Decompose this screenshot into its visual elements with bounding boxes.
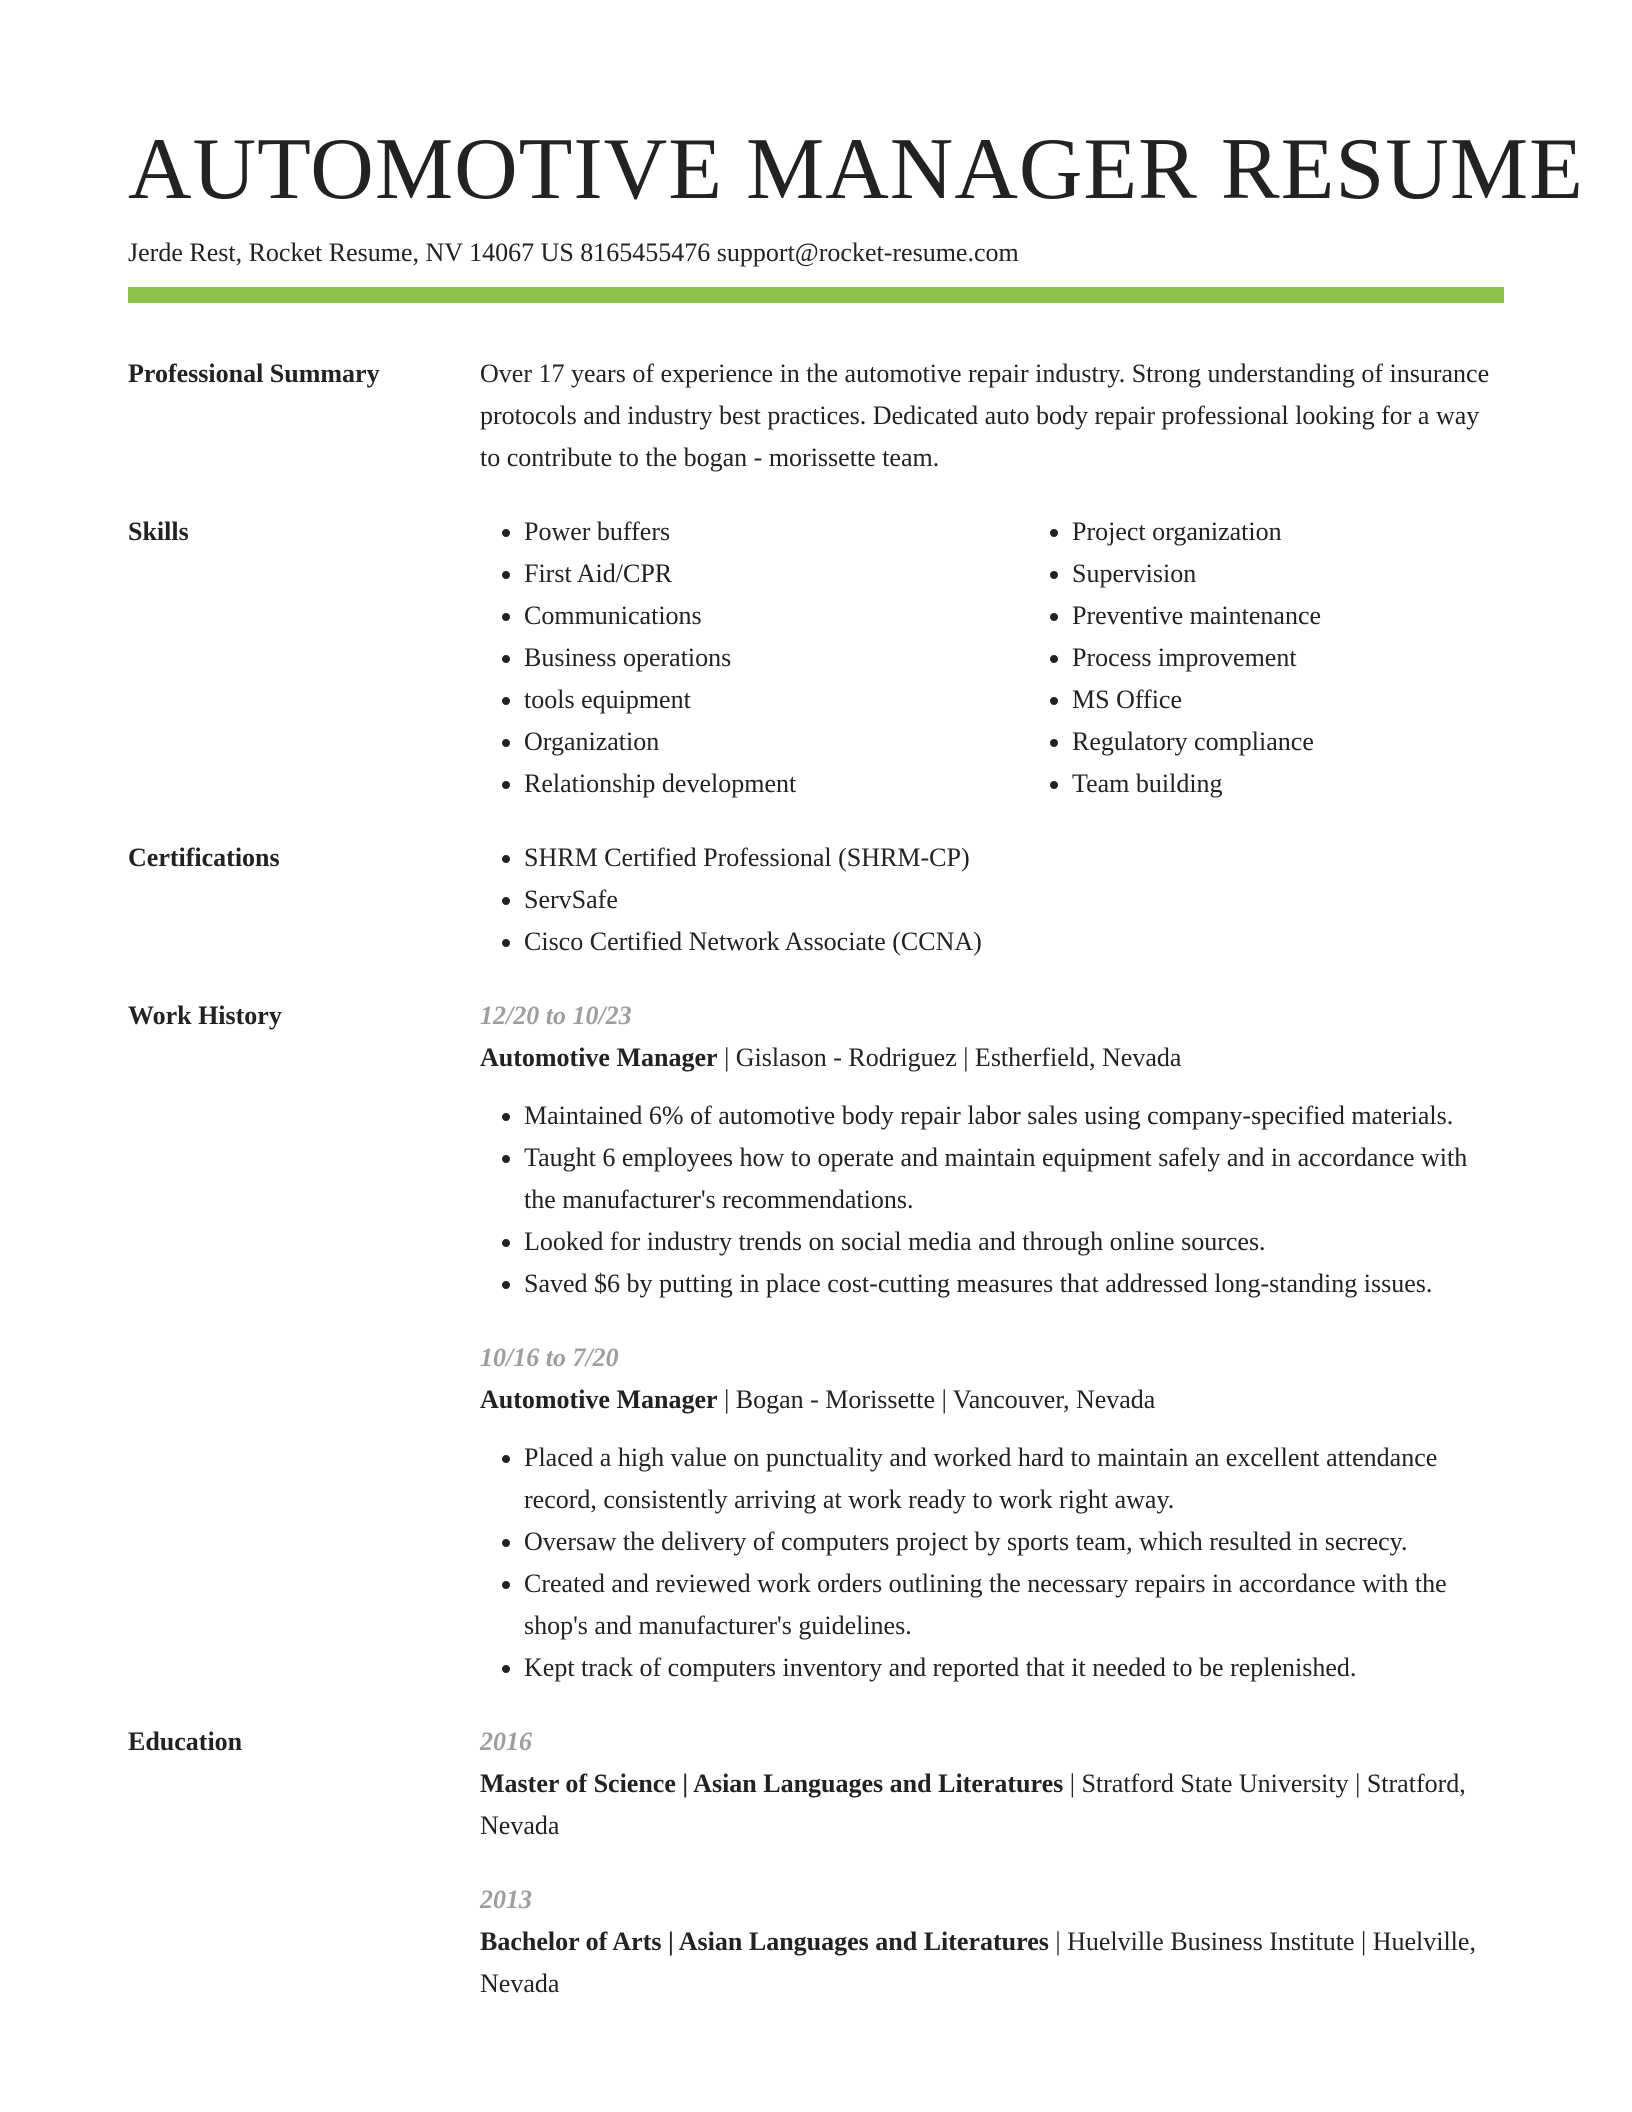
education-year: 2016 [480,1727,532,1756]
education-label: Education [128,1727,243,1756]
skill-item: • Regulatory compliance [1072,721,1576,763]
skills-section [128,511,1504,805]
certifications-list [480,837,1504,963]
skills-list-left [480,511,1028,805]
certifications-label: Certifications [128,843,280,872]
education-degree: Master of Science | Asian Languages and Literatures [480,1769,1064,1798]
skill-item: • Supervision [1072,553,1576,595]
education-heading [480,1763,1504,1847]
skill-item: • Power buffers [524,511,1028,553]
job-bullet: • Oversaw the delivery of computers project by sports team, which resulted in secrecy. [524,1521,1504,1563]
job-heading [480,1037,1504,1079]
job-bullet-list [480,1095,1504,1305]
skill-item: • Business operations [524,637,1028,679]
resume-page [128,0,1584,2005]
skill-item: • Organization [524,721,1028,763]
certifications-body [480,837,1504,963]
education-entry [480,1721,1504,1847]
skill-item: • MS Office [1072,679,1576,721]
education-school-location: | Stratford State University | Stratford, Nevada [480,1769,1466,1840]
education-entry [480,1879,1504,2005]
skill-item: • Preventive maintenance [1072,595,1576,637]
skills-body [480,511,1576,805]
education-section [128,1721,1504,2005]
job-bullet: • Created and reviewed work orders outlining the necessary repairs in accordance with the shop's and manufacturer's guidelines. [524,1563,1504,1647]
education-degree: Bachelor of Arts | Asian Languages and Literatures [480,1927,1049,1956]
skill-item: • tools equipment [524,679,1028,721]
certifications-section [128,837,1504,963]
summary-text: Over 17 years of experience in the automotive repair industry. Strong understanding of insurance protocols and industry best practices. Dedicated auto body repair professional looking for a way to contribute to the bogan - morissette team. [480,359,1490,472]
skill-item: • Relationship development [524,763,1028,805]
resume-title: AUTOMOTIVE MANAGER RESUME [128,121,1584,218]
job-entry [480,1337,1504,1689]
job-bullet: • Kept track of computers inventory and reported that it needed to be replenished. [524,1647,1504,1689]
job-title: Automotive Manager [480,1385,718,1414]
education-school-location: | Huelville Business Institute | Huelville, Nevada [480,1927,1476,1998]
skill-item: • Communications [524,595,1028,637]
skill-item: • Process improvement [1072,637,1576,679]
job-entry [480,995,1504,1305]
skill-item: • Team building [1072,763,1576,805]
certification-item: • Cisco Certified Network Associate (CCNA) [524,921,1504,963]
job-employer-location: | Gislason - Rodriguez | Estherfield, Nevada [717,1043,1182,1072]
education-heading [480,1921,1504,2005]
job-bullet: • Maintained 6% of automotive body repair labor sales using company-specified materials. [524,1095,1504,1137]
certification-item: • SHRM Certified Professional (SHRM-CP) [524,837,1504,879]
job-title: Automotive Manager [480,1043,718,1072]
job-bullet: • Placed a high value on punctuality and worked hard to maintain an excellent attendance record, consistently arriving at work ready to work right away. [524,1437,1504,1521]
job-bullet-list [480,1437,1504,1689]
skills-list-right [1028,511,1576,805]
summary-label: Professional Summary [128,359,380,388]
job-dates: 12/20 to 10/23 [480,1001,632,1030]
job-dates: 10/16 to 7/20 [480,1343,619,1372]
skill-item: • First Aid/CPR [524,553,1028,595]
education-body [480,1721,1504,2005]
summary-body [480,353,1504,479]
summary-section [128,353,1504,479]
skills-label: Skills [128,517,189,546]
work-history-body [480,995,1504,1689]
education-year: 2013 [480,1885,532,1914]
accent-divider [128,287,1504,303]
job-employer-location: | Bogan - Morissette | Vancouver, Nevada [717,1385,1156,1414]
certification-item: • ServSafe [524,879,1504,921]
contact-line: Jerde Rest, Rocket Resume, NV 14067 US 8165455476 support@rocket-resume.com [128,238,1019,267]
work-history-section [128,995,1504,1689]
job-bullet: • Looked for industry trends on social media and through online sources. [524,1221,1504,1263]
work-history-label: Work History [128,1001,282,1030]
skill-item: • Project organization [1072,511,1576,553]
job-bullet: • Saved $6 by putting in place cost-cutting measures that addressed long-standing issues. [524,1263,1504,1305]
job-heading [480,1379,1504,1421]
job-bullet: • Taught 6 employees how to operate and maintain equipment safely and in accordance with the manufacturer's recommendations. [524,1137,1504,1221]
